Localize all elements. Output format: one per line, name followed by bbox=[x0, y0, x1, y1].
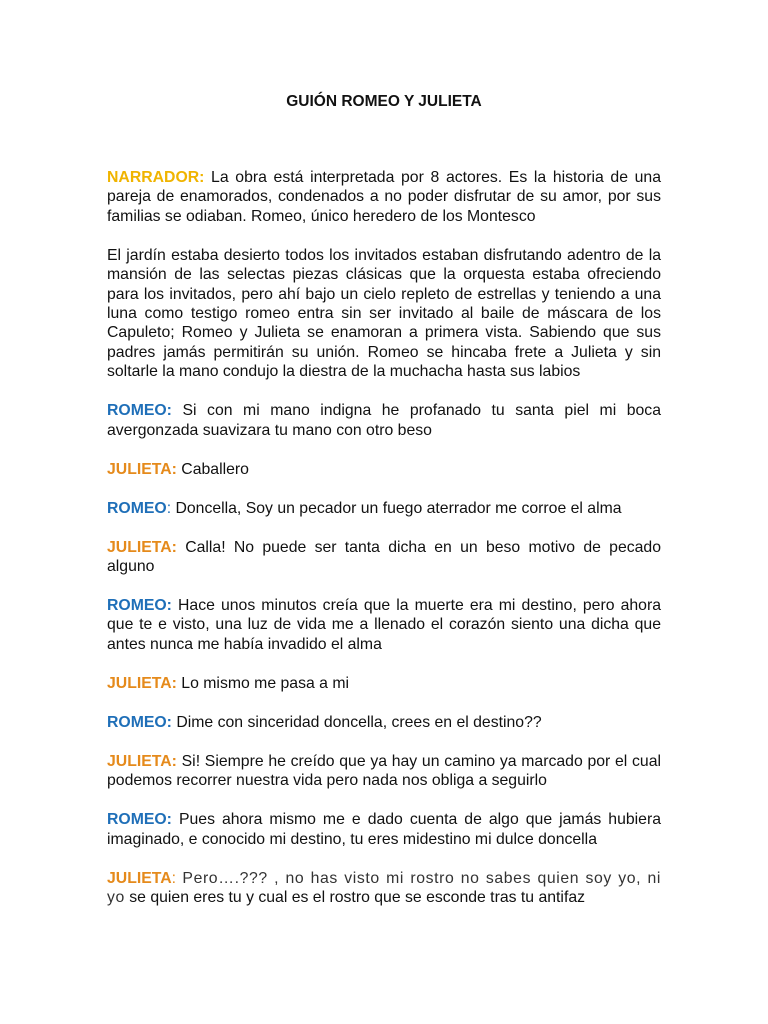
dialogue-text: Pues ahora mismo me e dado cuenta de algo que jamás hubiera imaginado, e conocido mi destino, tu eres midestino mi dulce doncella bbox=[107, 811, 661, 848]
dialogue-text: Calla! No puede ser tanta dicha en un beso motivo de pecado alguno bbox=[107, 538, 661, 576]
dialogue-line bbox=[107, 401, 661, 440]
narration-paragraph bbox=[107, 246, 661, 382]
speaker-julieta: JULIETA bbox=[107, 869, 172, 887]
speaker-julieta: JULIETA: bbox=[107, 752, 177, 770]
dialogue-text-light: Pero….??? , no has visto mi rostro no sabes quien soy yo, ni yo bbox=[107, 869, 661, 907]
narrator-paragraph bbox=[107, 168, 661, 226]
dialogue-text: Si! Siempre he creído que ya hay un camino ya marcado por el cual podemos recorrer nuestra vida pero nada nos obliga a seguirlo bbox=[107, 752, 661, 790]
speaker-colon: : bbox=[171, 869, 177, 887]
dialogue-text: Hace unos minutos creía que la muerte era mi destino, pero ahora que te e visto, una luz de vida me a llenado el corazón siento una dicha que antes nunca me había invadido el alma bbox=[107, 597, 661, 653]
speaker-romeo: ROMEO: bbox=[107, 713, 172, 731]
dialogue-line bbox=[107, 596, 661, 654]
speaker-julieta: JULIETA: bbox=[107, 538, 177, 556]
dialogue-line bbox=[107, 713, 661, 732]
speaker-romeo: ROMEO bbox=[107, 499, 167, 517]
script-body bbox=[107, 168, 661, 908]
speaker-julieta: JULIETA: bbox=[107, 460, 177, 478]
dialogue-line bbox=[107, 869, 661, 908]
dialogue-text: Dime con sinceridad doncella, crees en el destino?? bbox=[171, 713, 542, 731]
speaker-romeo: ROMEO: bbox=[107, 402, 172, 420]
dialogue-text: se quien eres tu y cual es el rostro que se esconde tras tu antifaz bbox=[124, 889, 586, 907]
dialogue-text: Lo mismo me pasa a mi bbox=[176, 674, 349, 692]
document-title: GUIÓN ROMEO Y JULIETA bbox=[286, 93, 482, 110]
dialogue-line bbox=[107, 538, 661, 577]
dialogue-line bbox=[107, 752, 661, 791]
paragraph-text: La obra está interpretada por 8 actores. Es la historia de una pareja de enamorados, condenados a no poder disfrutar de su amor, por sus familias se odiaban. Romeo, único heredero de los Montesco bbox=[107, 169, 661, 225]
dialogue-text: Si con mi mano indigna he profanado tu santa piel mi boca avergonzada suavizara tu mano con otro beso bbox=[107, 402, 661, 439]
speaker-julieta: JULIETA: bbox=[107, 674, 177, 692]
dialogue-line bbox=[107, 674, 661, 693]
speaker-romeo: ROMEO: bbox=[107, 811, 172, 829]
speaker-colon: : bbox=[166, 499, 172, 517]
dialogue-line bbox=[107, 499, 661, 518]
speaker-romeo: ROMEO: bbox=[107, 597, 172, 615]
speaker-narrador: NARRADOR: bbox=[107, 169, 205, 186]
dialogue-text: Doncella, Soy un pecador un fuego aterrador me corroe el alma bbox=[171, 499, 622, 517]
dialogue-text: Caballero bbox=[176, 460, 249, 478]
dialogue-line bbox=[107, 460, 661, 479]
paragraph-text: El jardín estaba desierto todos los invitados estaban disfrutando adentro de la mansión de las selectas piezas clásicas que la orquesta estaba ofreciendo para los invitados, pero ahí bajo un cielo repleto de estrellas y teniendo a una luna como testigo romeo entra sin ser invitado al baile de máscara de los Capuleto; Romeo y Julieta se enamoran a primera vista. Sabiendo que sus padres jamás permitirán su unión. Romeo se hincaba frete a Julieta y sin soltarle la mano condujo la diestra de la muchacha hasta sus labios bbox=[107, 246, 661, 381]
dialogue-line bbox=[107, 810, 661, 849]
